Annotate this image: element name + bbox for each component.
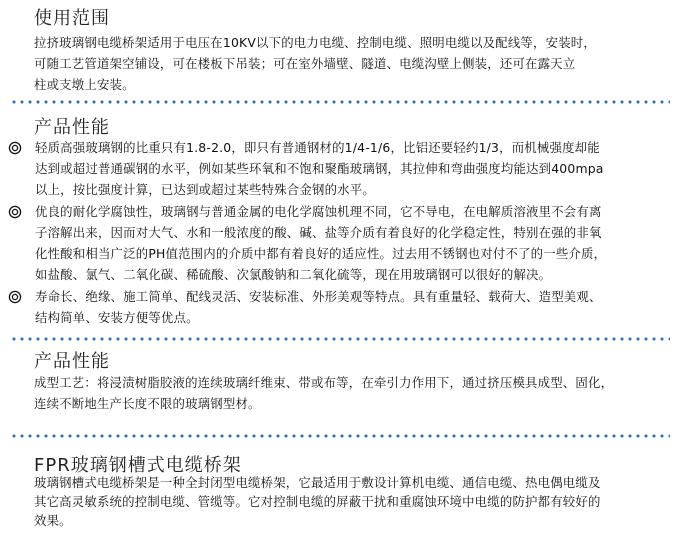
section-performance-heading: 产品性能 xyxy=(34,117,110,138)
paragraph-line: 可随工艺管道架空铺设，可在楼板下吊装；可在室外墙壁、隧道、电缆沟壁上侧装，还可在露天立 xyxy=(34,56,576,71)
bullet-text xyxy=(35,286,675,328)
bullet-line: 化性酸和相当广泛的PH值范围内的介质中都有着良好的适应性。过去用不锈钢也对付不了的一些介质， xyxy=(35,246,607,261)
section-trough-heading: FPR玻璃钢槽式电缆桥架 xyxy=(34,455,242,476)
bullet-line: 优良的耐化学腐蚀性，玻璃钢与普通金属的电化学腐蚀机理不同，它不导电，在电解质溶液里不会有离 xyxy=(35,204,602,219)
bullet-line: 达到或超过普通碳钢的水平，例如某些环氧和不饱和聚酯玻璃钢，其拉伸和弯曲强度均能达到400mpa xyxy=(35,161,604,176)
section-process-paragraph xyxy=(34,372,674,414)
section-trough-paragraph xyxy=(34,473,674,530)
bullet-text xyxy=(35,201,675,285)
section-process-heading: 产品性能 xyxy=(34,351,110,372)
bullet-line: 如盐酸、氯气、二氧化碳、稀硫酸、次氯酸钠和二氧化硫等，现在用玻璃钢可以很好的解决。 xyxy=(35,267,552,282)
double-circle-bullet-icon xyxy=(8,141,22,155)
paragraph-line: 连续不断地生产长度不限的玻璃钢型材。 xyxy=(34,396,261,411)
paragraph-line: 柱或支墩上安装。 xyxy=(34,77,135,92)
double-circle-bullet-icon xyxy=(8,205,22,219)
paragraph-line: 效果。 xyxy=(34,513,72,528)
bullet-line: 结构简单、安装方便等优点。 xyxy=(35,310,199,325)
paragraph-line: 成型工艺：将浸渍树脂胶液的连续玻璃纤维束、带或布等，在牵引力作用下，通过挤压模具成型、固化， xyxy=(34,375,614,390)
bullet-line: 子溶解出来，因而对大气、水和一般浓度的酸、碱、盐等介质有着良好的化学稳定性，特别在强的非氧 xyxy=(35,225,602,240)
paragraph-line: 其它高灵敏系统的控制电缆、管缆等。它对控制电缆的屏蔽干扰和重腐蚀环境中电缆的防护都有较好的 xyxy=(34,494,601,509)
bullet-line: 以上，按比强度计算，已达到或超过某些特殊合金钢的水平。 xyxy=(35,182,375,197)
section-usage-heading: 使用范围 xyxy=(34,8,110,29)
double-circle-bullet-icon xyxy=(8,290,22,304)
paragraph-line: 玻璃钢槽式电缆桥架是一种全封闭型电缆桥架，它最适用于敷设计算机电缆、通信电缆、热电偶电缆及 xyxy=(34,475,601,490)
dotted-divider xyxy=(10,100,670,104)
bullet-text xyxy=(35,137,675,200)
paragraph-line: 拉挤玻璃钢电缆桥架适用于电压在10KV以下的电力电缆、控制电缆、照明电缆以及配线等，安装时， xyxy=(34,35,596,50)
section-usage-paragraph xyxy=(34,32,674,95)
dotted-divider xyxy=(10,434,670,438)
dotted-divider xyxy=(10,337,670,341)
bullet-line: 寿命长、绝缘、施工简单、配线灵活、安装标准、外形美观等特点。具有重量轻、载荷大、造型美观、 xyxy=(35,289,602,304)
bullet-line: 轻质高强玻璃钢的比重只有1.8-2.0，即只有普通钢材的1/4-1/6，比铝还要轻约1/3，而机械强度却能 xyxy=(35,140,600,155)
